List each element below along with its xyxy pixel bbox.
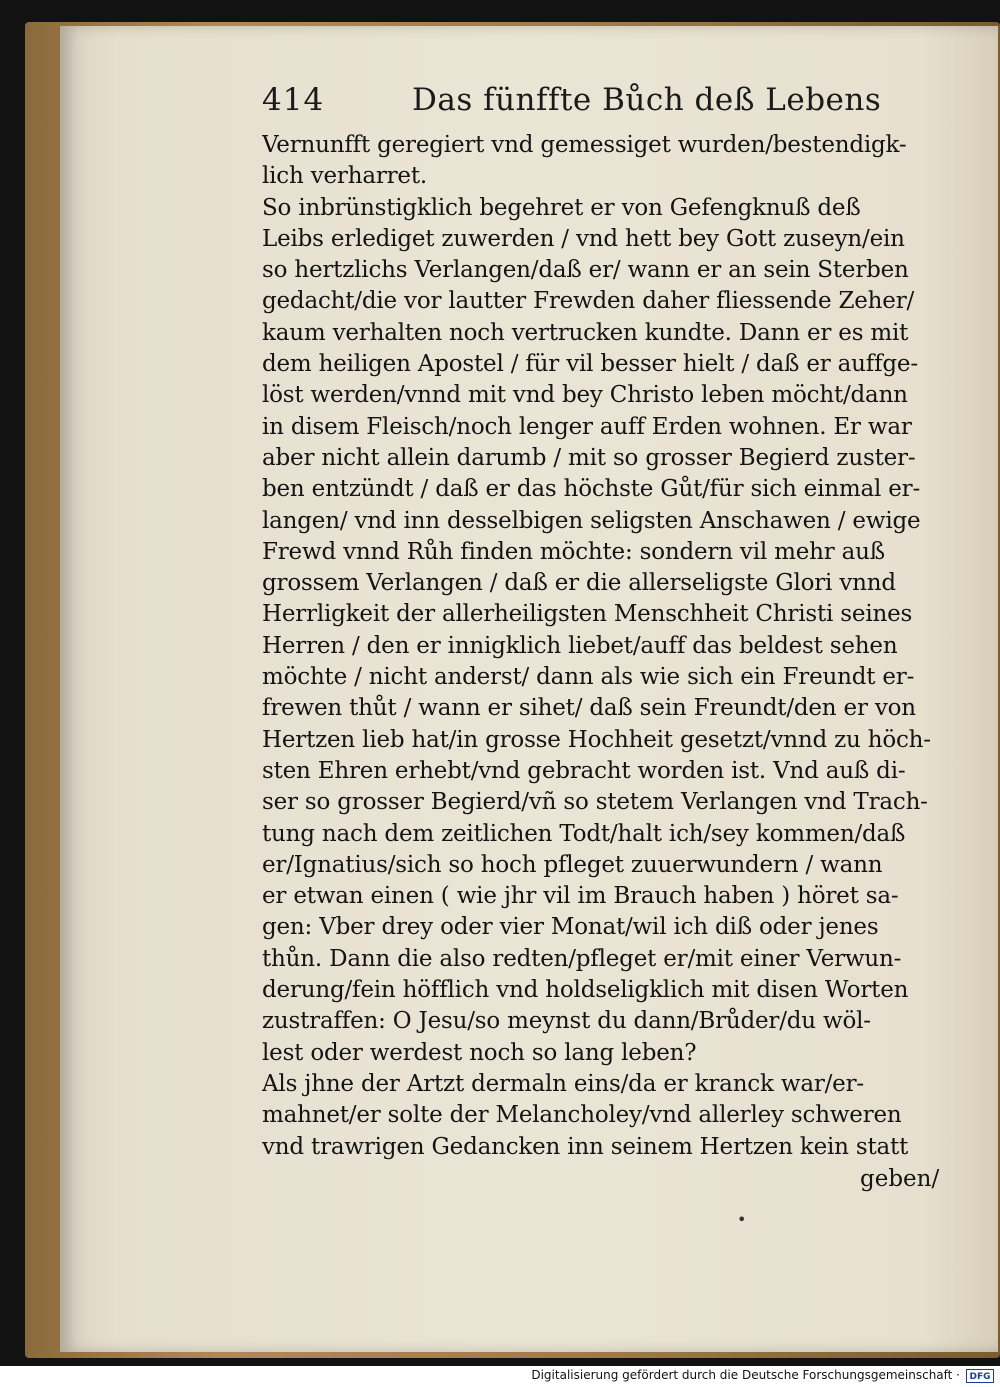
text-line: mahnet/er solte der Melancholey/vnd allerley schweren — [262, 1102, 902, 1129]
text-line: ser so grosser Begierd/vñ so stetem Verlangen vnd Trach- — [262, 789, 928, 816]
text-line: so hertzlichs Verlangen/daß er/ wann er an sein Sterben — [262, 257, 909, 284]
text-line: er/Ignatius/sich so hoch pfleget zuuerwundern / wann — [262, 851, 883, 878]
signature-mark: • — [737, 1210, 747, 1229]
page-header — [262, 82, 962, 126]
text-line: Herrligkeit der allerheiligsten Menschheit Christi seines — [262, 601, 913, 628]
text-line: thůn. Dann die also redten/pfleget er/mit einer Verwun- — [262, 945, 902, 972]
text-line: frewen thůt / wann er sihet/ daß sein Freundt/den er von — [262, 695, 916, 722]
text-line: Leibs erlediget zuwerden / vnd hett bey Gott zuseyn/ein — [262, 225, 905, 252]
text-line: So inbrünstigklich begehret er von Gefengknuß deß — [262, 194, 861, 221]
text-line: er etwan einen ( wie jhr vil im Brauch haben ) höret sa- — [262, 883, 899, 910]
text-line: Frewd vnnd Růh finden möchte: sondern vil mehr auß — [262, 538, 885, 565]
text-line: sten Ehren erhebt/vnd gebracht worden ist. Vnd auß di- — [262, 757, 906, 784]
funding-credit: Digitalisierung gefördert durch die Deutsche Forschungsgemeinschaft · — [531, 1368, 960, 1382]
text-line: Als jhne der Artzt dermaln eins/da er kranck war/er- — [262, 1070, 864, 1097]
text-line: aber nicht allein darumb / mit so grosser Begierd zuster- — [262, 444, 916, 471]
text-line: lich verharret. — [262, 163, 427, 190]
page-number: 414 — [262, 82, 325, 118]
text-line: ben entzündt / daß er das höchste Gůt/für sich einmal er- — [262, 476, 921, 503]
running-title: Das fünffte Bůch deß Lebens — [412, 82, 882, 118]
footer-bar — [0, 1366, 1000, 1387]
text-line: langen/ vnd inn desselbigen seligsten Anschawen / ewige — [262, 507, 921, 534]
text-line: kaum verhalten noch vertrucken kundte. Dann er es mit — [262, 319, 909, 346]
text-line: löst werden/vnnd mit vnd bey Christo leben möcht/dann — [262, 382, 908, 409]
text-line: tung nach dem zeitlichen Todt/halt ich/sey kommen/daß — [262, 820, 906, 847]
text-line: Herren / den er innigklich liebet/auff das beldest sehen — [262, 632, 898, 659]
text-line: lest oder werdest noch so lang leben? — [262, 1039, 697, 1066]
text-line: Vernunfft geregiert vnd gemessiget wurden/bestendigk- — [262, 132, 907, 158]
text-line: gen: Vber drey oder vier Monat/wil ich diß oder jenes — [262, 914, 879, 941]
body-text — [262, 130, 962, 1163]
text-line: in disem Fleisch/noch lenger auff Erden wohnen. Er war — [262, 413, 912, 440]
text-line: gedacht/die vor lautter Frewden daher fliessende Zeher/ — [262, 288, 915, 315]
text-line: grossem Verlangen / daß er die allerseligste Glori vnnd — [262, 570, 896, 597]
text-line: derung/fein höfflich vnd holdseligklich mit disen Worten — [262, 977, 909, 1004]
dfg-logo-icon: DFG — [966, 1369, 994, 1383]
text-line: dem heiligen Apostel / für vil besser hielt / daß er auffge- — [262, 351, 918, 378]
catchword: geben/ — [860, 1166, 940, 1192]
text-line: möchte / nicht anderst/ dann als wie sich ein Freundt er- — [262, 664, 915, 691]
text-line: vnd trawrigen Gedancken inn seinem Hertzen kein statt — [262, 1133, 909, 1160]
text-line: Hertzen lieb hat/in grosse Hochheit gesetzt/vnnd zu höch- — [262, 726, 931, 753]
text-line: zustraffen: O Jesu/so meynst du dann/Brůder/du wöl- — [262, 1008, 871, 1035]
